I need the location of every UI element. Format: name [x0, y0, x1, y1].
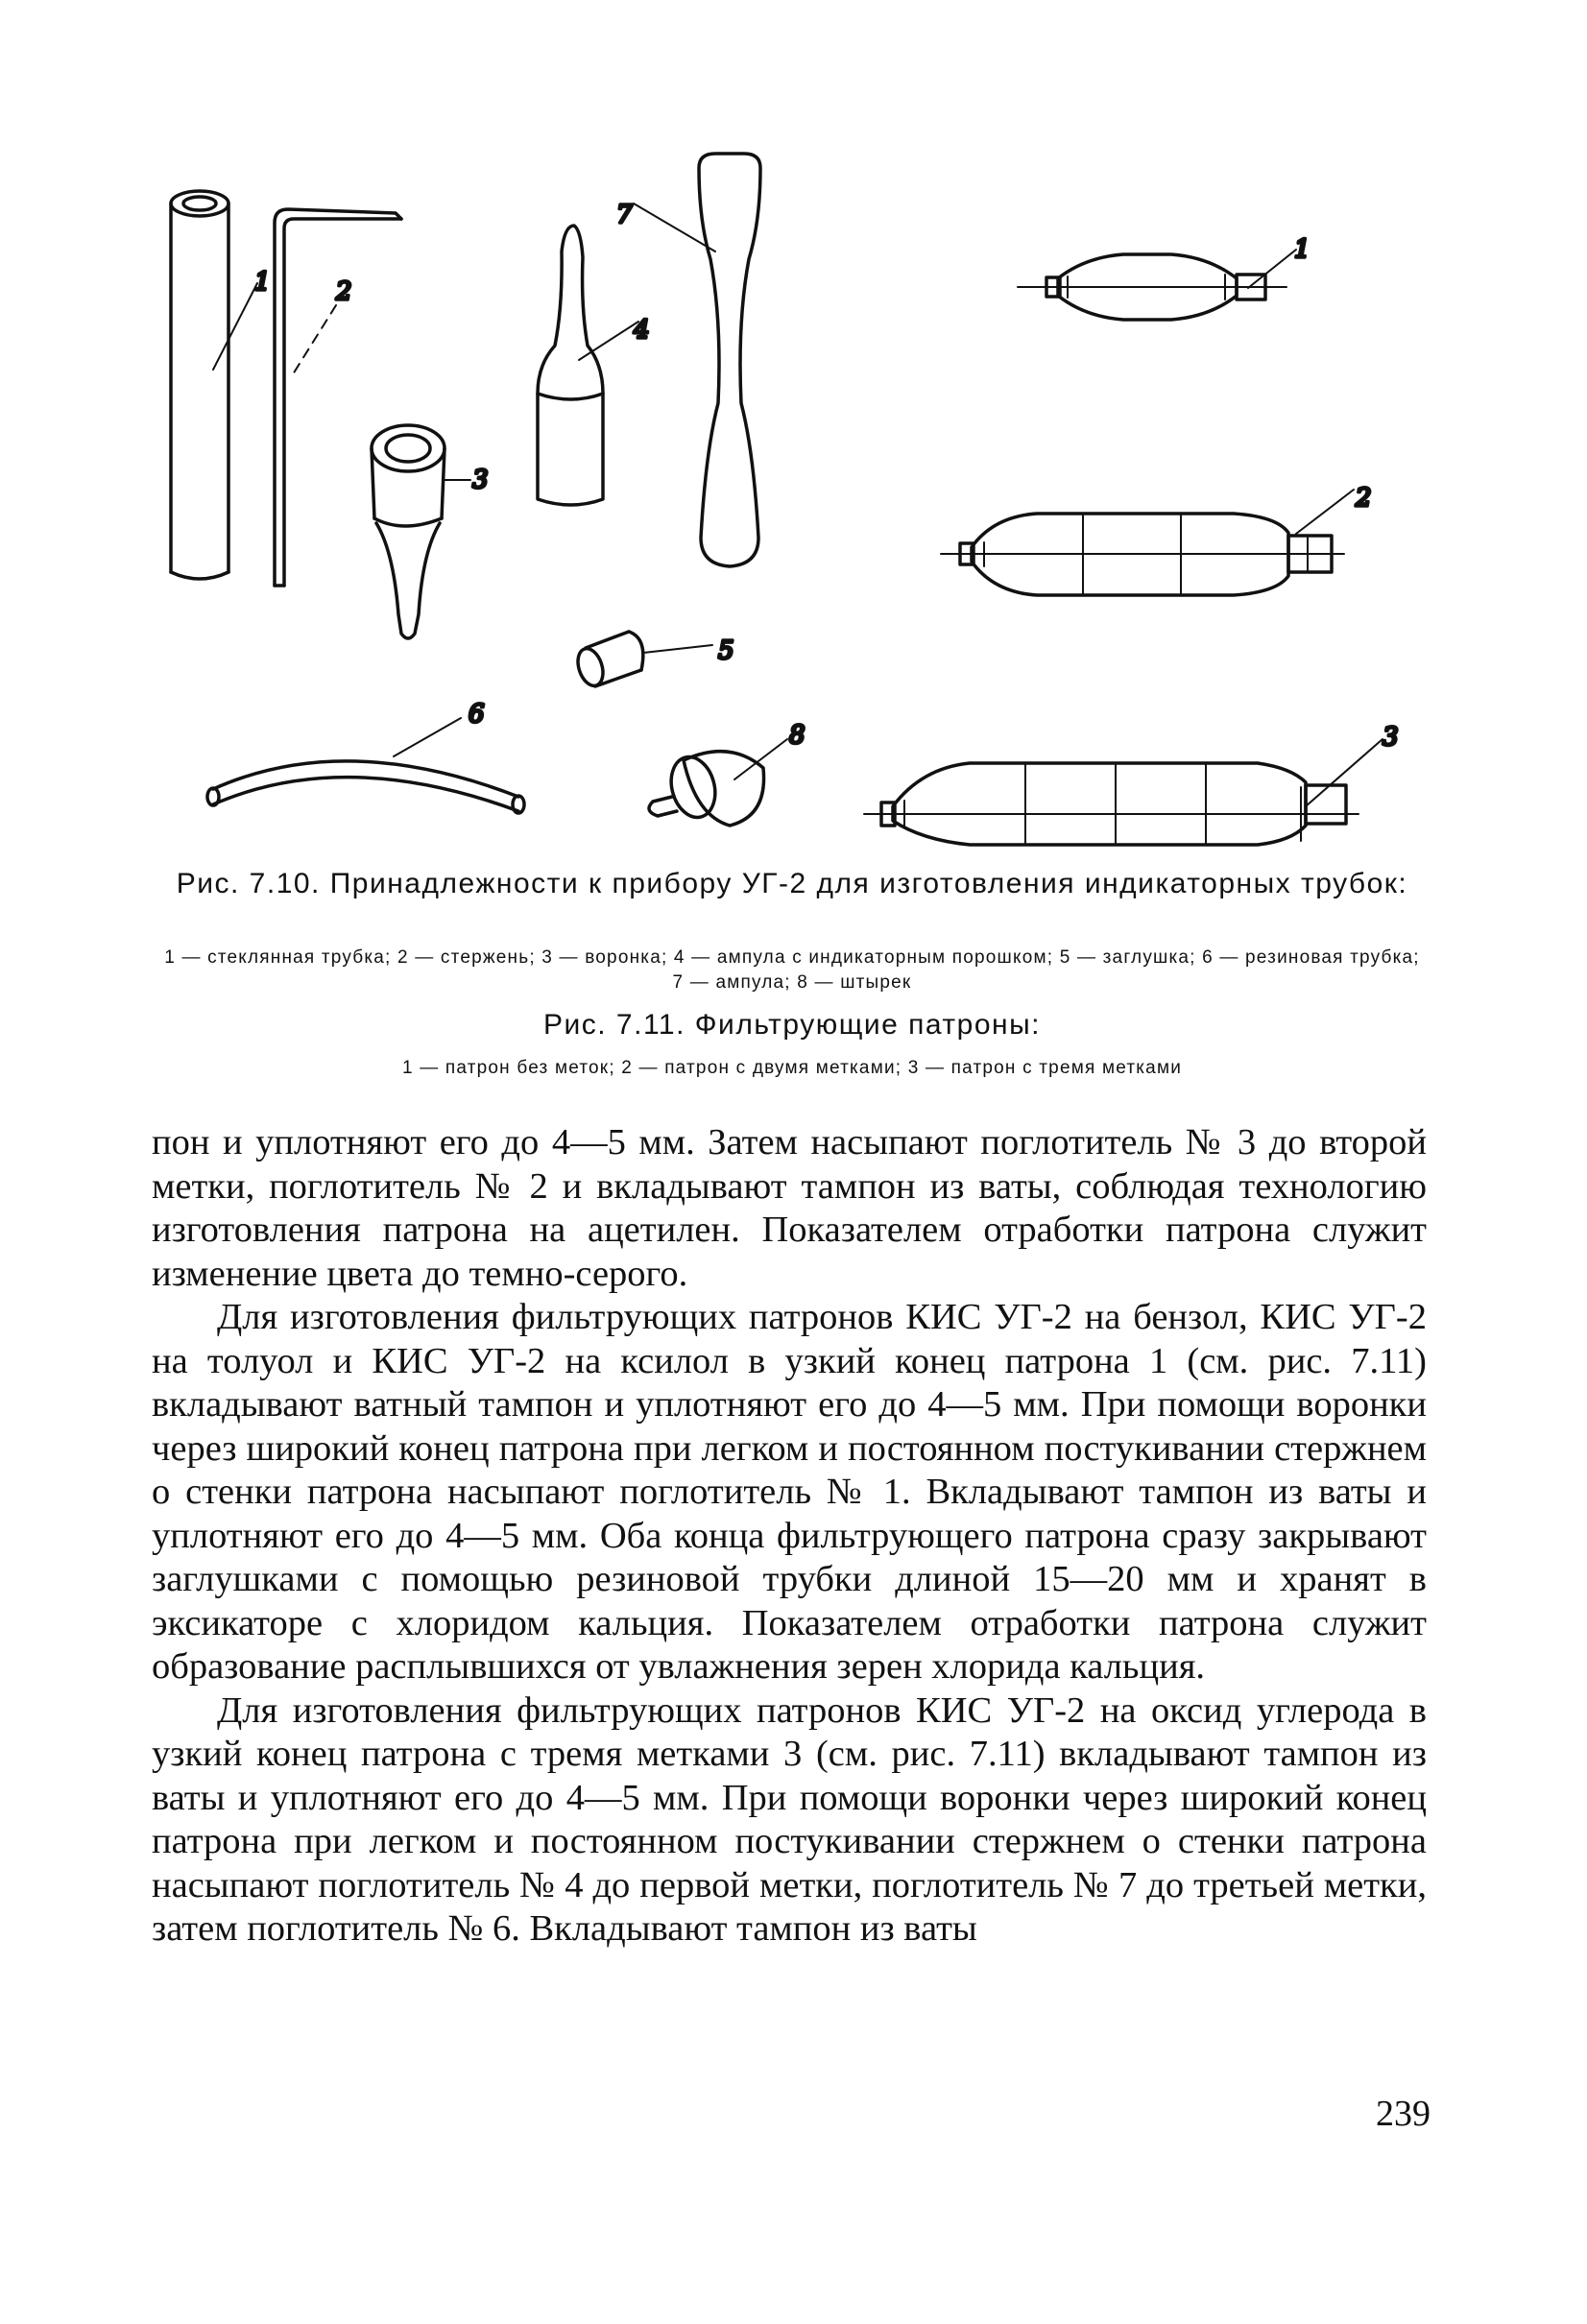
label-plug: 5 — [718, 636, 734, 665]
ampoule-powder-illustration — [538, 226, 638, 505]
label-cartridge-2: 2 — [1356, 484, 1372, 513]
paragraph-1: пон и уплотняют его до 4—5 мм. Затем насыпают поглотитель № 3 до второй метки, поглотитель № 2 и вкладывают тампон из ваты, соблюдая технологию изготовления патрона на ацетилен. Показателем отработки патрона служит изменение цвета до темно-серого. — [152, 1122, 1427, 1294]
caption-7-10-legend: 1 — стеклянная трубка; 2 — стержень; 3 — воронка; 4 — ампула с индикаторным порошком; 5 — заглушка; 6 — резиновая трубка; 7 — ампула; 8 — штырек — [164, 947, 1420, 993]
rubber-tube-illustration — [207, 718, 524, 813]
label-cartridge-3: 3 — [1383, 723, 1399, 752]
figure-7-10-7-11 — [0, 0, 1587, 864]
label-rubber-tube: 6 — [469, 700, 485, 729]
pin-illustration — [649, 739, 787, 826]
caption-7-11-title: Рис. 7.11. Фильтрующие патроны: — [542, 1009, 1042, 1041]
cartridge-3-illustration — [864, 739, 1383, 845]
caption-7-11-legend: 1 — патрон без меток; 2 — патрон с двумя метками; 3 — патрон с тремя метками — [401, 1058, 1183, 1078]
label-glass-tube: 1 — [254, 268, 271, 297]
cartridge-2-illustration — [941, 490, 1354, 595]
label-rod: 2 — [336, 277, 352, 306]
ampoule-illustration — [634, 154, 760, 566]
funnel-illustration — [372, 425, 470, 638]
body-text — [152, 1121, 1427, 1952]
label-ampoule: 7 — [616, 201, 633, 229]
label-cartridge-1: 1 — [1294, 235, 1310, 264]
label-ampoule-powder: 4 — [634, 316, 650, 345]
label-funnel: 3 — [472, 466, 489, 494]
caption-7-10-title: Рис. 7.10. Принадлежности к прибору УГ-2 для изготовления индикаторных трубок: — [176, 868, 1408, 899]
plug-illustration — [573, 632, 712, 689]
label-pin: 8 — [789, 721, 806, 750]
cartridge-1-illustration — [1018, 250, 1296, 320]
paragraph-3: Для изготовления фильтрующих патронов КИС УГ-2 на оксид углерода в узкий конец патрона с тремя метками 3 (см. рис. 7.11) вкладывают тампон из ваты и уплотняют его до 4—5 мм. При помощи воронки через широкий конец патрона при легком и постоянном постукивании стержнем о стенки патрона насыпают поглотитель № 4 до первой метки, поглотитель № 7 до третьей метки, затем поглотитель № 6. Вкладывают тампон из ваты — [152, 1689, 1427, 1949]
rod-illustration — [275, 209, 401, 586]
page-number: 239 — [1376, 2094, 1431, 2134]
glass-tube-illustration — [171, 191, 257, 579]
paragraph-2: Для изготовления фильтрующих патронов КИС УГ-2 на бензол, КИС УГ-2 на толуол и КИС УГ-2 на ксилол в узкий конец патрона 1 (см. рис. 7.11) вкладывают ватный тампон и уплотняют его до 4—5 мм. При помощи воронки через широкий конец патрона при легком и постоянном постукивании стержнем о стенки патрона насыпают поглотитель № 1. Вкладывают тампон из ваты и уплотняют его до 4—5 мм. Оба конца фильтрующего патрона сразу закрывают заглушками с помощью резиновой трубки длиной 15—20 мм и хранят в эксикаторе с хлоридом кальция. Показателем отработки патрона служит образование расплывшихся от увлажнения зерен хлорида кальция. — [152, 1297, 1427, 1687]
